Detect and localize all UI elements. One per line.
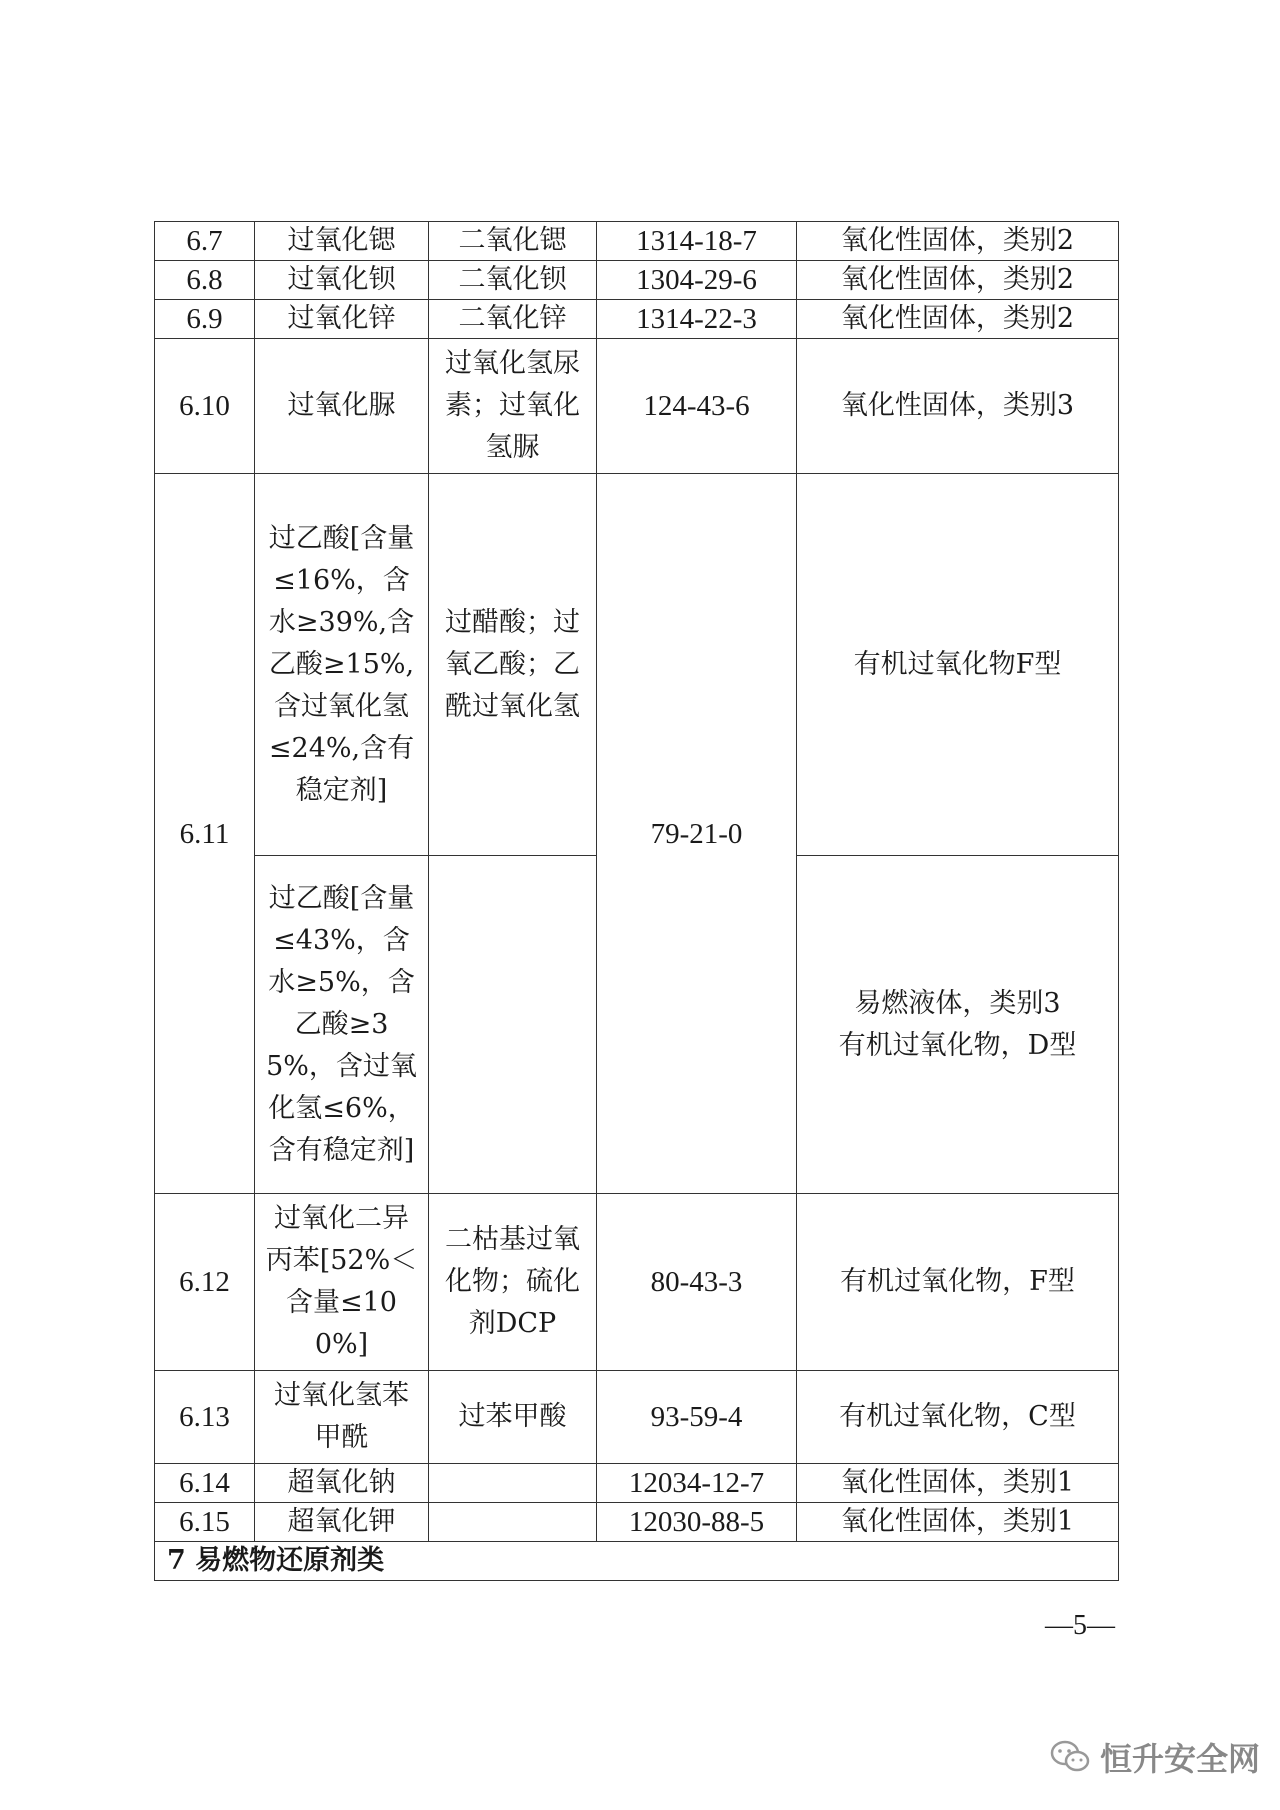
chemical-name: 过氧化氢苯甲酰 [255, 1371, 429, 1464]
hazard-class: 氧化性固体，类别1 [797, 1464, 1119, 1503]
cas-number: 79-21-0 [597, 474, 797, 1194]
cas-number: 12030-88-5 [597, 1503, 797, 1542]
table-row [155, 222, 1119, 261]
chemical-alias [429, 1503, 597, 1542]
section-row [155, 1542, 1119, 1581]
row-number: 6.7 [155, 222, 255, 261]
table-row [155, 474, 1119, 856]
chemical-alias [429, 1464, 597, 1503]
chemical-alias: 过氧化氢尿素；过氧化氢脲 [429, 339, 597, 474]
row-number: 6.9 [155, 300, 255, 339]
chemical-name: 过氧化锌 [255, 300, 429, 339]
chemical-name: 超氧化钠 [255, 1464, 429, 1503]
row-number: 6.8 [155, 261, 255, 300]
hazard-class: 氧化性固体，类别2 [797, 222, 1119, 261]
chemical-table [154, 221, 1119, 1581]
hazard-class: 有机过氧化物，F型 [797, 1194, 1119, 1371]
wechat-icon [1050, 1740, 1090, 1774]
chemical-name: 过乙酸[含量≤43%，含水≥5%，含乙酸≥35%，含过氧化氢≤6%，含有稳定剂] [255, 856, 429, 1194]
chemical-name: 过氧化二异丙苯[52%＜含量≤100%] [255, 1194, 429, 1371]
table-row [155, 1503, 1119, 1542]
hazard-line: 易燃液体，类别3 [854, 987, 1061, 1019]
hazard-line: 有机过氧化物，D型 [838, 1029, 1077, 1061]
cas-number: 1304-29-6 [597, 261, 797, 300]
cas-number: 80-43-3 [597, 1194, 797, 1371]
cas-number: 12034-12-7 [597, 1464, 797, 1503]
row-number: 6.12 [155, 1194, 255, 1371]
hazard-class: 有机过氧化物F型 [797, 474, 1119, 856]
cas-number: 1314-18-7 [597, 222, 797, 261]
hazard-class [797, 856, 1119, 1194]
chemical-alias: 过苯甲酸 [429, 1371, 597, 1464]
chemical-alias: 二氧化锌 [429, 300, 597, 339]
table-row [155, 300, 1119, 339]
watermark [1050, 1734, 1260, 1780]
hazard-class: 氧化性固体，类别1 [797, 1503, 1119, 1542]
hazard-class: 有机过氧化物，C型 [797, 1371, 1119, 1464]
table-row [155, 339, 1119, 474]
chemical-name: 过乙酸[含量≤16%，含水≥39%,含乙酸≥15%,含过氧化氢≤24%,含有稳定剂] [255, 474, 429, 856]
section-heading: 7 易燃物还原剂类 [155, 1542, 1119, 1581]
row-number: 6.14 [155, 1464, 255, 1503]
page-number: —5— [1045, 1610, 1115, 1641]
table-row [155, 1194, 1119, 1371]
chemical-alias: 过醋酸；过氧乙酸；乙酰过氧化氢 [429, 474, 597, 856]
chemical-name: 过氧化锶 [255, 222, 429, 261]
table-row [155, 1371, 1119, 1464]
cas-number: 93-59-4 [597, 1371, 797, 1464]
row-number: 6.10 [155, 339, 255, 474]
watermark-text: 恒升安全网 [1100, 1740, 1261, 1778]
hazard-class: 氧化性固体，类别3 [797, 339, 1119, 474]
cas-number: 124-43-6 [597, 339, 797, 474]
chemical-alias: 二氧化钡 [429, 261, 597, 300]
chemical-name: 超氧化钾 [255, 1503, 429, 1542]
row-number: 6.13 [155, 1371, 255, 1464]
hazard-class: 氧化性固体，类别2 [797, 261, 1119, 300]
cas-number: 1314-22-3 [597, 300, 797, 339]
table-row [155, 261, 1119, 300]
chemical-alias [429, 856, 597, 1194]
chemical-alias: 二氧化锶 [429, 222, 597, 261]
chemical-alias: 二枯基过氧化物；硫化剂DCP [429, 1194, 597, 1371]
chemical-name: 过氧化脲 [255, 339, 429, 474]
hazard-class: 氧化性固体，类别2 [797, 300, 1119, 339]
table-row [155, 1464, 1119, 1503]
row-number: 6.11 [155, 474, 255, 1194]
row-number: 6.15 [155, 1503, 255, 1542]
chemical-name: 过氧化钡 [255, 261, 429, 300]
